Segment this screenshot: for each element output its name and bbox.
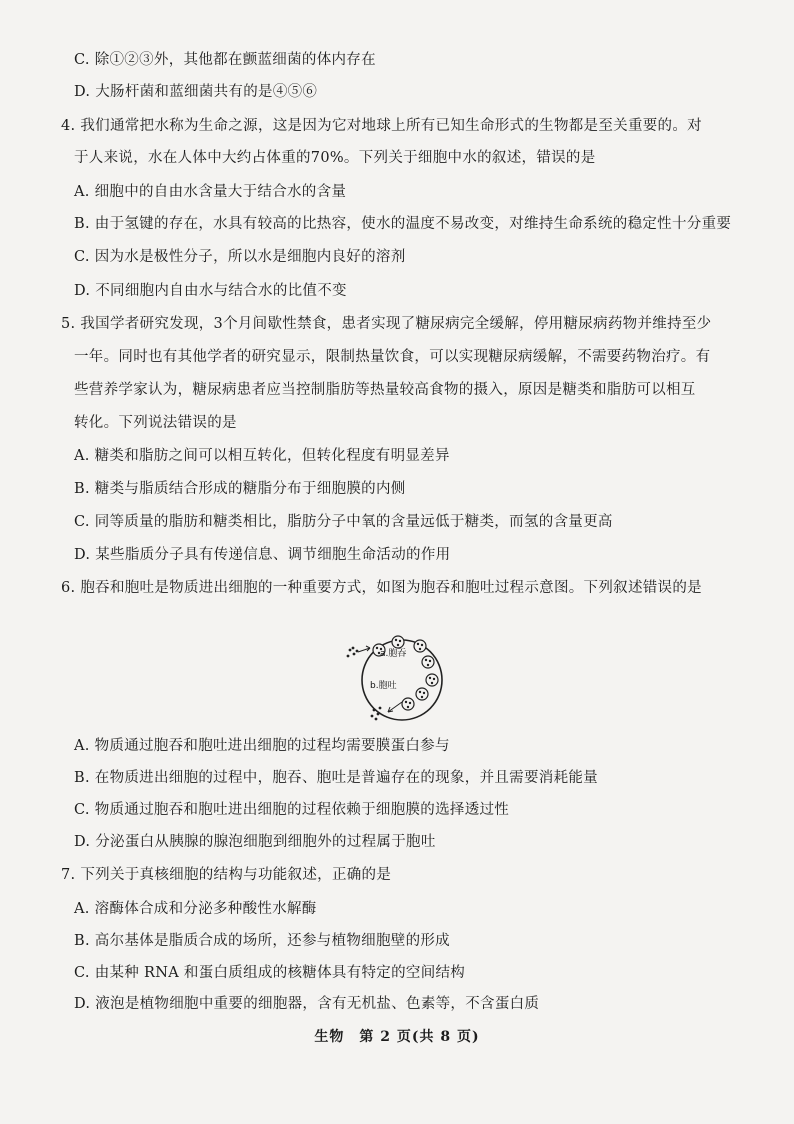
prev-option-c: C. 除①②③外，其他都在颤蓝细菌的体内存在 bbox=[74, 52, 376, 68]
q6-option-b: B. 在物质进出细胞的过程中，胞吞、胞吐是普遍存在的现象，并且需要消耗能量 bbox=[74, 770, 598, 786]
vesicle-6 bbox=[416, 688, 428, 700]
q5-stem-line4: 转化。下列说法错误的是 bbox=[74, 415, 237, 431]
label-endocytosis: a.胞吞 bbox=[380, 649, 407, 659]
label-exocytosis: b.胞吐 bbox=[370, 681, 397, 691]
vesicle-4 bbox=[422, 656, 434, 668]
vesicle-3 bbox=[414, 640, 426, 652]
endocytosis-exocytosis-diagram bbox=[336, 628, 466, 724]
vesicle-7 bbox=[402, 698, 414, 710]
prev-option-d: D. 大肠杆菌和蓝细菌共有的是④⑤⑥ bbox=[74, 84, 318, 100]
page-footer: 生物 第 2 页(共 8 页) bbox=[314, 1029, 480, 1045]
q6-stem-line1: 6. 胞吞和胞吐是物质进出细胞的一种重要方式，如图为胞吞和胞吐过程示意图。下列叙述错误的是 bbox=[61, 580, 702, 596]
q7-option-a: A. 溶酶体合成和分泌多种酸性水解酶 bbox=[74, 901, 317, 917]
q5-option-d: D. 某些脂质分子具有传递信息、调节细胞生命活动的作用 bbox=[74, 547, 451, 563]
vesicle-2 bbox=[392, 636, 404, 648]
q6-option-d: D. 分泌蛋白从胰腺的腺泡细胞到细胞外的过程属于胞吐 bbox=[74, 834, 436, 850]
q5-stem-line2: 一年。同时也有其他学者的研究显示，限制热量饮食，可以实现糖尿病缓解，不需要药物治疗。有 bbox=[74, 349, 711, 365]
q4-stem-line2: 于人来说，水在人体中大约占体重的70%。下列关于细胞中水的叙述，错误的是 bbox=[74, 150, 596, 166]
q5-option-a: A. 糖类和脂肪之间可以相互转化，但转化程度有明显差异 bbox=[74, 448, 450, 464]
q6-option-a: A. 物质通过胞吞和胞吐进出细胞的过程均需要膜蛋白参与 bbox=[74, 738, 450, 754]
q4-option-a: A. 细胞中的自由水含量大于结合水的含量 bbox=[74, 184, 347, 200]
q4-option-c: C. 因为水是极性分子，所以水是细胞内良好的溶剂 bbox=[74, 249, 406, 265]
q7-option-d: D. 液泡是植物细胞中重要的细胞器，含有无机盐、色素等，不含蛋白质 bbox=[74, 996, 540, 1012]
q7-stem-line1: 7. 下列关于真核细胞的结构与功能叙述，正确的是 bbox=[61, 867, 392, 883]
q5-option-c: C. 同等质量的脂肪和糖类相比，脂肪分子中氧的含量远低于糖类，而氢的含量更高 bbox=[74, 514, 613, 530]
q4-option-d: D. 不同细胞内自由水与结合水的比值不变 bbox=[74, 283, 347, 299]
q7-option-c: C. 由某种 RNA 和蛋白质组成的核糖体具有特定的空间结构 bbox=[74, 965, 466, 981]
q5-option-b: B. 糖类与脂质结合形成的糖脂分布于细胞膜的内侧 bbox=[74, 481, 406, 497]
q5-stem-line1: 5. 我国学者研究发现，3个月间歇性禁食，患者实现了糖尿病完全缓解，停用糖尿病药物并维持至少 bbox=[61, 316, 712, 332]
q6-option-c: C. 物质通过胞吞和胞吐进出细胞的过程依赖于细胞膜的选择透过性 bbox=[74, 802, 510, 818]
q4-option-b: B. 由于氢键的存在，水具有较高的比热容，使水的温度不易改变，对维持生命系统的稳定性十分重要 bbox=[74, 216, 732, 232]
q5-stem-line3: 些营养学家认为，糖尿病患者应当控制脂肪等热量较高食物的摄入，原因是糖类和脂肪可以相互 bbox=[74, 382, 696, 398]
q7-option-b: B. 高尔基体是脂质合成的场所，还参与植物细胞壁的形成 bbox=[74, 933, 450, 949]
vesicle-5 bbox=[426, 674, 438, 686]
q4-stem-line1: 4. 我们通常把水称为生命之源，这是因为它对地球上所有已知生命形式的生物都是至关重要的。对 bbox=[61, 118, 702, 134]
